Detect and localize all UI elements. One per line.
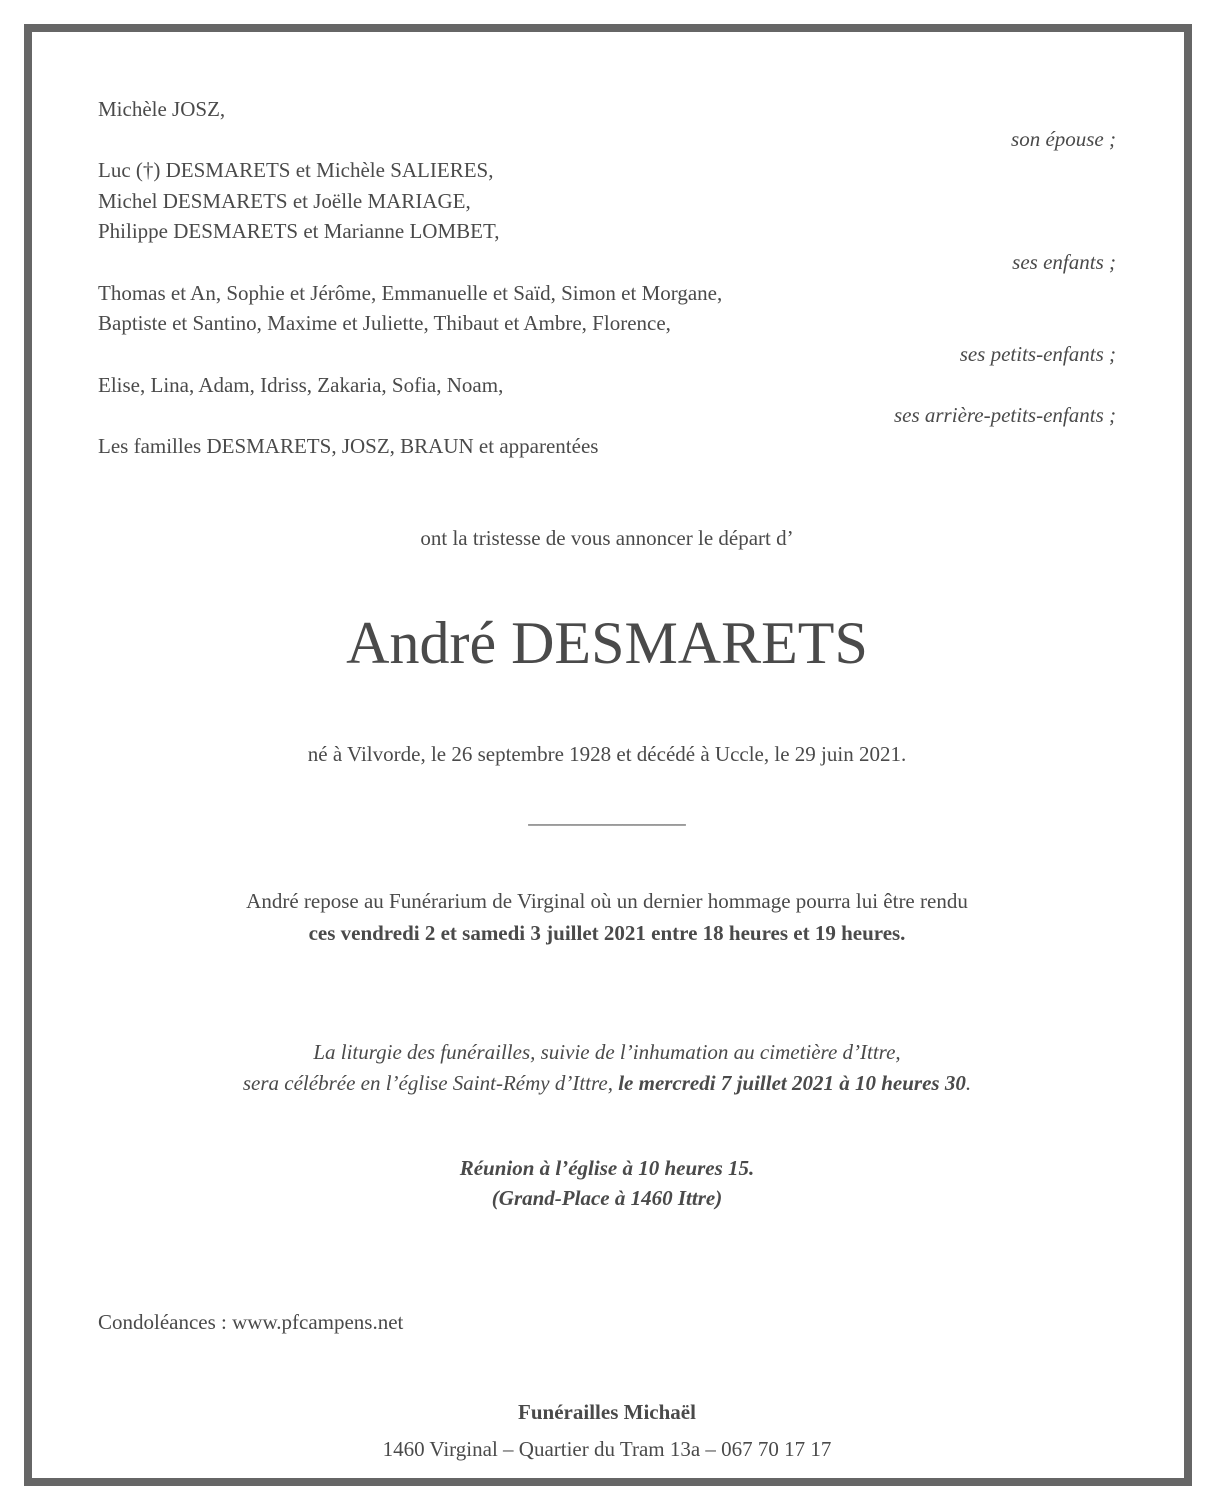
liturgy-line-1: La liturgie des funérailles, suivie de l’inhumation au cimetière d’Ittre,: [313, 1040, 901, 1064]
spouse-name: Michèle JOSZ,: [98, 97, 226, 121]
condolences-line: Condoléances : www.pfcampens.net: [98, 1310, 404, 1334]
child-line: Michel DESMARETS et Joëlle MARIAGE,: [98, 189, 471, 213]
visitation-line-1: André repose au Funérarium de Virginal où un dernier hommage pourra lui être rendu: [246, 889, 968, 913]
liturgy-datetime: le mercredi 7 juillet 2021 à 10 heures 30: [618, 1071, 966, 1095]
spouse-role: son épouse ;: [1011, 127, 1116, 151]
liturgy-church: sera célébrée en l’église Saint-Rémy d’Ittre,: [242, 1071, 613, 1095]
families-line: Les familles DESMARETS, JOSZ, BRAUN et apparentées: [98, 434, 599, 458]
announcement-text: ont la tristesse de vous annoncer le départ d’: [420, 526, 794, 550]
great-grandchildren-line: Elise, Lina, Adam, Idriss, Zakaria, Sofia, Noam,: [98, 373, 504, 397]
liturgy-line-2: [0, 1071, 1214, 1095]
separator-line: _______________: [528, 804, 686, 828]
child-line: Luc (†) DESMARETS et Michèle SALIERES,: [98, 158, 494, 182]
funeral-home-name: Funérailles Michaël: [518, 1400, 696, 1424]
funeral-home-address: 1460 Virginal – Quartier du Tram 13a – 067 70 17 17: [382, 1437, 832, 1461]
grandchildren-role: ses petits-enfants ;: [959, 342, 1116, 366]
children-role: ses enfants ;: [1012, 250, 1116, 274]
deceased-name: André DESMARETS: [346, 610, 868, 676]
birth-death-dates: né à Vilvorde, le 26 septembre 1928 et décédé à Uccle, le 29 juin 2021.: [307, 742, 907, 766]
grandchildren-line: Baptiste et Santino, Maxime et Juliette, Thibaut et Ambre, Florence,: [98, 311, 671, 335]
liturgy-period: .: [965, 1071, 972, 1095]
grandchildren-line: Thomas et An, Sophie et Jérôme, Emmanuelle et Saïd, Simon et Morgane,: [98, 281, 723, 305]
great-grandchildren-role: ses arrière-petits-enfants ;: [893, 403, 1116, 427]
meeting-line-1: Réunion à l’église à 10 heures 15.: [459, 1156, 755, 1180]
child-line: Philippe DESMARETS et Marianne LOMBET,: [98, 219, 500, 243]
meeting-line-2: (Grand-Place à 1460 Ittre): [491, 1186, 723, 1210]
visitation-line-2: ces vendredi 2 et samedi 3 juillet 2021 entre 18 heures et 19 heures.: [308, 921, 906, 945]
